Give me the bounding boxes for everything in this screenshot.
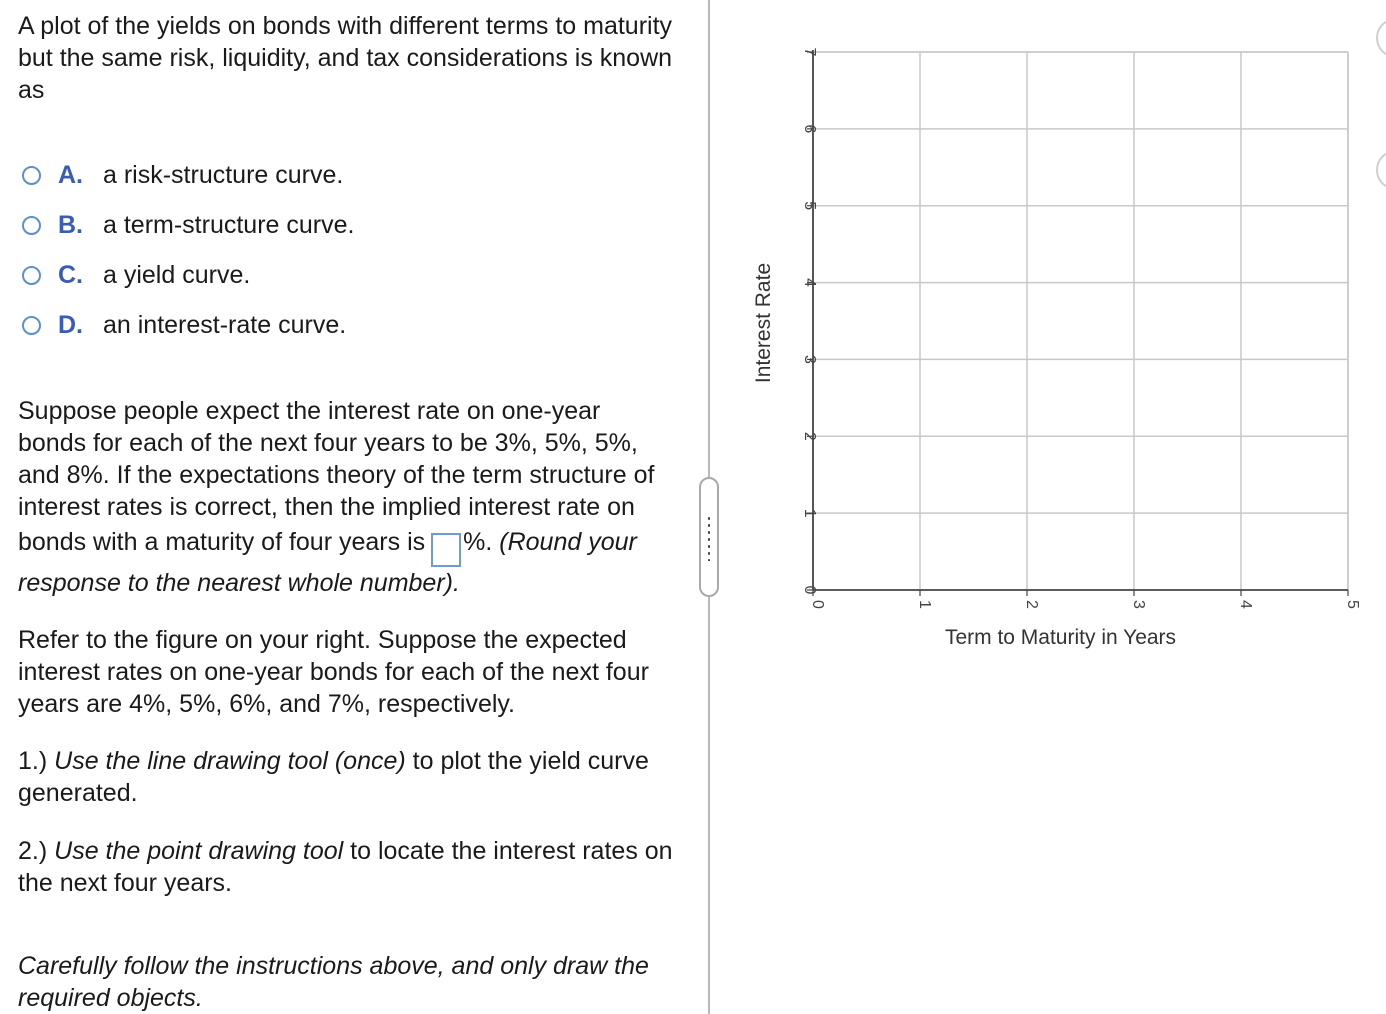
question2-line1: Suppose people expect the interest rate on one-year xyxy=(18,397,601,425)
radio-c[interactable] xyxy=(22,266,41,285)
x-tick-label-4: 4 xyxy=(1237,600,1254,609)
step2-italic: Use the point drawing tool xyxy=(54,837,344,865)
question2-line5 xyxy=(18,523,698,567)
choice-c[interactable] xyxy=(18,250,698,300)
y-tick-label-5: 5 xyxy=(801,201,818,211)
choice-c-text: a yield curve. xyxy=(103,261,251,289)
choice-c-letter: C. xyxy=(58,261,83,289)
choice-b[interactable] xyxy=(18,200,698,250)
choice-a[interactable] xyxy=(18,150,698,200)
resize-handle[interactable] xyxy=(699,477,719,597)
y-tick-label-6: 6 xyxy=(801,124,818,134)
question1-prompt: A plot of the yields on bonds with different terms to maturity but the same risk, liquidity, and tax considerations is known as xyxy=(18,12,673,104)
answer-choices xyxy=(18,150,698,350)
choice-a-text: a risk-structure curve. xyxy=(103,161,344,189)
final-instruction xyxy=(18,950,698,1014)
question2-line3: and 8%. If the expectations theory of the term structure of xyxy=(18,461,655,489)
choice-d-text: an interest-rate curve. xyxy=(103,311,347,339)
y-tick-label-3: 3 xyxy=(801,354,818,364)
x-tick-label-3: 3 xyxy=(1130,600,1147,609)
y-tick-label-1: 1 xyxy=(801,508,818,518)
grip-dots-icon xyxy=(708,515,710,561)
round-note-a: (Round your xyxy=(499,528,637,556)
line-tool-button[interactable] xyxy=(1376,18,1386,58)
y-tick-label-4: 4 xyxy=(801,278,818,288)
round-note-b: response to the nearest whole number). xyxy=(18,569,460,597)
y-tick-label-7: 7 xyxy=(801,47,818,57)
radio-d[interactable] xyxy=(22,316,41,335)
x-tick-label-1: 1 xyxy=(916,600,933,609)
y-axis-label: Interest Rate xyxy=(752,262,775,384)
choice-b-letter: B. xyxy=(58,211,83,239)
question-panel xyxy=(18,10,698,1014)
step2-number: 2.) xyxy=(18,837,48,865)
step2-rest: to locate the interest rates on the next four years. xyxy=(18,837,673,897)
question2-line5-text: bonds with a maturity of four years is xyxy=(18,528,426,556)
x-tick-label-2: 2 xyxy=(1023,600,1040,609)
instruction-step2 xyxy=(18,835,698,899)
axes xyxy=(801,48,1361,609)
choice-a-letter: A. xyxy=(58,161,83,189)
x-tick-label-5: 5 xyxy=(1344,600,1361,609)
choice-d-letter: D. xyxy=(58,311,83,339)
radio-b[interactable] xyxy=(22,216,41,235)
choice-b-text: a term-structure curve. xyxy=(103,211,355,239)
answer-input[interactable] xyxy=(431,533,461,567)
instruction-step1 xyxy=(18,745,698,809)
grid xyxy=(813,52,1348,590)
percent-sign: %. xyxy=(463,528,493,556)
final-instruction-text: Carefully follow the instructions above, and only draw the required objects. xyxy=(18,952,649,1012)
radio-a[interactable] xyxy=(22,166,41,185)
question2 xyxy=(18,395,698,599)
y-tick-label-0: 0 xyxy=(801,585,818,595)
step1-number: 1.) xyxy=(18,747,48,775)
x-tick-label-0: 0 xyxy=(809,600,826,609)
point-tool-button[interactable] xyxy=(1376,150,1386,190)
step1-rest: to plot the yield curve generated. xyxy=(18,747,649,807)
x-axis-label: Term to Maturity in Years xyxy=(944,626,1177,649)
question3-text: Refer to the figure on your right. Suppose the expected interest rates on one-year bonds for each of the next four years are 4%, 5%, 6%, and 7%, respectively. xyxy=(18,626,649,718)
question2-line2: bonds for each of the next four years to be 3%, 5%, 5%, xyxy=(18,429,638,457)
question2-line4: interest rates is correct, then the implied interest rate on xyxy=(18,493,635,521)
choice-d[interactable] xyxy=(18,300,698,350)
graph-area[interactable] xyxy=(740,40,1370,665)
y-tick-label-2: 2 xyxy=(801,431,818,441)
yield-curve-graph[interactable] xyxy=(740,40,1370,660)
step1-italic: Use the line drawing tool (once) xyxy=(54,747,406,775)
